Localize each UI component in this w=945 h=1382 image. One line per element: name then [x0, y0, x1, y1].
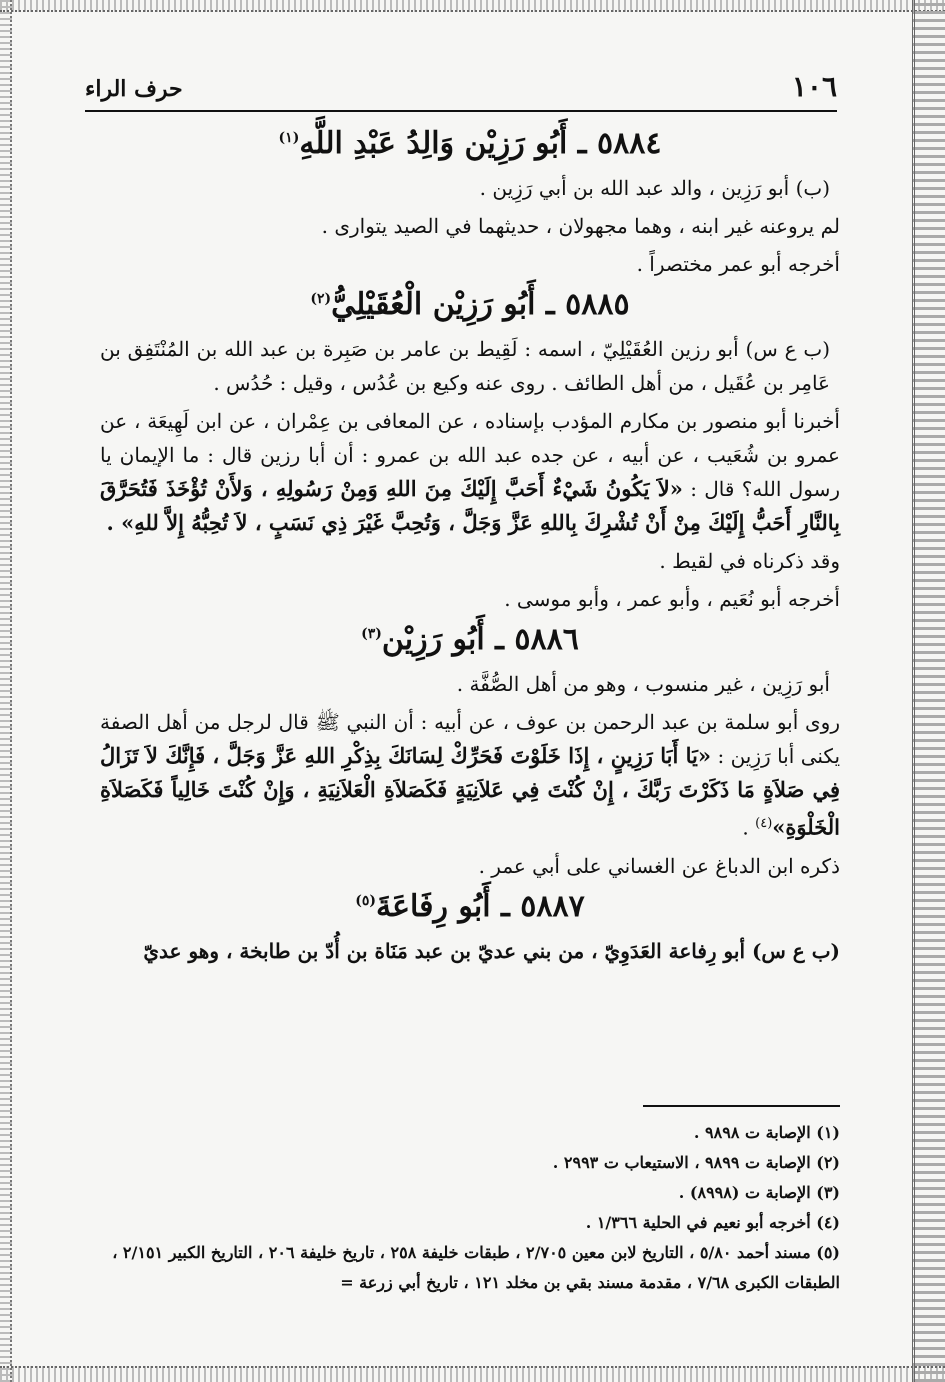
footnote: (١) الإصابة ت ٩٨٩٨ . — [693, 1123, 840, 1142]
footnote: (٣) الإصابة ت (٨٩٩٨) . — [678, 1183, 840, 1202]
entry-title-5886: ٥٨٨٦ ـ أَبُو رَزِيْن$^{(٣)}$ — [361, 622, 579, 657]
paragraph: (ب ع س) أبو رِفاعة العَدَوِيّ ، من بني عديّ بن عبد مَنَاة بن أُدّ بن طابخة ، وهو عديّ — [143, 938, 840, 963]
hadith-text: «يَا أَبَا رَزِينٍ ، إِذَا خَلَوْتَ فَحَرِّكْ لِسَانَكَ بِذِكْرِ اللهِ عَزَّ وَجَلَّ ، فَإِنَّكَ لاَ تَزَالُ فِي صَلاَةٍ مَا ذَكَرْتَ رَبَّكَ ، إِنْ كُنْتَ فِي عَلاَنِيَةٍ فَكَصَلاَةِ الْعَلاَنِيَةِ ، وَإِنْ كُنْتَ خَالِياً فَكَصَلاَةِ الْخَلْوَةِ» — [100, 743, 840, 840]
footnote: (٥) مسند أحمد ٥/٨٠ ، التاريخ لابن معين ٢/٧٠٥ ، طبقات خليفة ٢٥٨ ، تاريخ خليفة ٢٠٦ ، التاريخ الكبير ٢/١٥١ ، الطبقات الكبرى ٧/٦٨ ، مقدمة مسند بقي بن مخلد ١٢١ ، تاريخ أبي زرعة = — [112, 1243, 840, 1292]
section-title: حرف الراء — [85, 76, 183, 102]
page-number: ١٠٦ — [791, 70, 837, 103]
entry-title-5885: ٥٨٨٥ ـ أَبُو رَزِيْن الْعُقَيْلِيُّ$^{(٢)}$ — [310, 287, 630, 322]
paragraph: لم يروعنه غير ابنه ، وهما مجهولان ، حديثهما في الصيد يتوارى . — [321, 214, 840, 238]
main-text — [100, 120, 840, 972]
paragraph: (ب) أبو رَزِين ، والد عبد الله بن أبي رَزِين . — [479, 176, 830, 200]
paragraph: (ب ع س) أبو رزين العُقَيْلِيّ ، اسمه : لَقِيط بن عامر بن صَبِرة بن عبد الله بن المُنْتَفِق بن عَامِر بن عُقَيل ، من أهل الطائف . روى عنه وكيع بن عُدُس ، وقيل : حُدُس . — [100, 337, 831, 395]
footnote-ref: (٢) — [310, 291, 332, 307]
footnote-ref: (١) — [278, 130, 300, 146]
paragraph: أخرجه أبو نُعَيم ، وأبو عمر ، وأبو موسى . — [504, 587, 840, 611]
paragraph: أخرجه أبو عمر مختصراً . — [636, 252, 840, 276]
ornamental-border-right — [912, 0, 945, 1382]
footnote: (٢) الإصابة ت ٩٨٩٩ ، الاستيعاب ت ٢٩٩٣ . — [552, 1153, 840, 1172]
paragraph: وقد ذكرناه في لقيط . — [659, 549, 840, 573]
footnotes — [100, 1118, 840, 1298]
paragraph-hadith: أخبرنا أبو منصور بن مكارم المؤدب بإسناده ، عن المعافى بن عِمْران ، عن ابن لَهِيعَة ، عن عمرو بن شُعَيب ، عن أبيه ، عن جده عبد الله بن عمرو : أن أبا رزين قال : ما الإيمان يا رسول الله؟ قال : «لاَ يَكُونُ شَيْءٌ أَحَبَّ إِلَيْكَ مِنَ اللهِ وَمِنْ رَسُولِهِ ، وَلأَنْ تُؤْخَذَ فَتُحَرَّقَ بِالنَّارِ أَحَبُّ إِلَيْكَ مِنْ أَنْ تُشْرِكَ بِاللهِ عَزَّ وَجَلَّ ، وَتُحِبَّ غَيْرَ ذِي نَسَبٍ ، لاَ تُحِبُّهُ إِلاَّ للهِ» . — [100, 409, 840, 535]
entry-title-5887: ٥٨٨٧ ـ أَبُو رِفَاعَةَ$^{(٥)}$ — [355, 888, 585, 924]
ornamental-border-top — [0, 0, 945, 12]
paragraph: ذكره ابن الدباغ عن الغساني على أبي عمر . — [478, 853, 840, 878]
footnote-ref: (٣) — [361, 626, 382, 642]
page-header — [85, 70, 837, 112]
entry-title-5884: ٥٨٨٤ ـ أَبُو رَزِيْن وَالِدُ عَبْدِ اللَّهِ$^{(١)}$ — [278, 126, 662, 161]
hadith-text: «لاَ يَكُونُ شَيْءٌ أَحَبَّ إِلَيْكَ مِنَ اللهِ وَمِنْ رَسُولِهِ ، وَلأَنْ تُؤْخَذَ فَتُحَرَّقَ بِالنَّارِ أَحَبُّ إِلَيْكَ مِنْ أَنْ تُشْرِكَ بِاللهِ عَزَّ وَجَلَّ ، وَتُحِبَّ غَيْرَ ذِي نَسَبٍ ، لاَ تُحِبُّهُ إِلاَّ للهِ» . — [100, 476, 840, 535]
paragraph: أبو رَزِين ، غير منسوب ، وهو من أهل الصُّفَّة . — [456, 672, 830, 696]
footnote: (٤) أخرجه أبو نعيم في الحلية ١/٣٦٦ . — [585, 1213, 840, 1232]
ornamental-border-bottom — [0, 1366, 945, 1382]
ornamental-border-left — [0, 0, 12, 1382]
paragraph-hadith: روى أبو سلمة بن عبد الرحمن بن عوف ، عن أبيه : أن النبي ﷺ قال لرجل من أهل الصفة يكنى أبا رَزِين : «يَا أَبَا رَزِينٍ ، إِذَا خَلَوْتَ فَحَرِّكْ لِسَانَكَ بِذِكْرِ اللهِ عَزَّ وَجَلَّ ، فَإِنَّكَ لاَ تَزَالُ فِي صَلاَةٍ مَا ذَكَرْتَ رَبَّكَ ، إِنْ كُنْتَ فِي عَلاَنِيَةٍ فَكَصَلاَةِ الْعَلاَنِيَةِ ، وَإِنْ كُنْتَ خَالِياً فَكَصَلاَةِ الْخَلْوَةِ»$^{(٤)}$ . — [100, 710, 841, 840]
footnote-ref: (٥) — [355, 892, 377, 909]
footnote-separator — [643, 1105, 840, 1107]
footnote-ref: (٤) — [755, 816, 773, 831]
